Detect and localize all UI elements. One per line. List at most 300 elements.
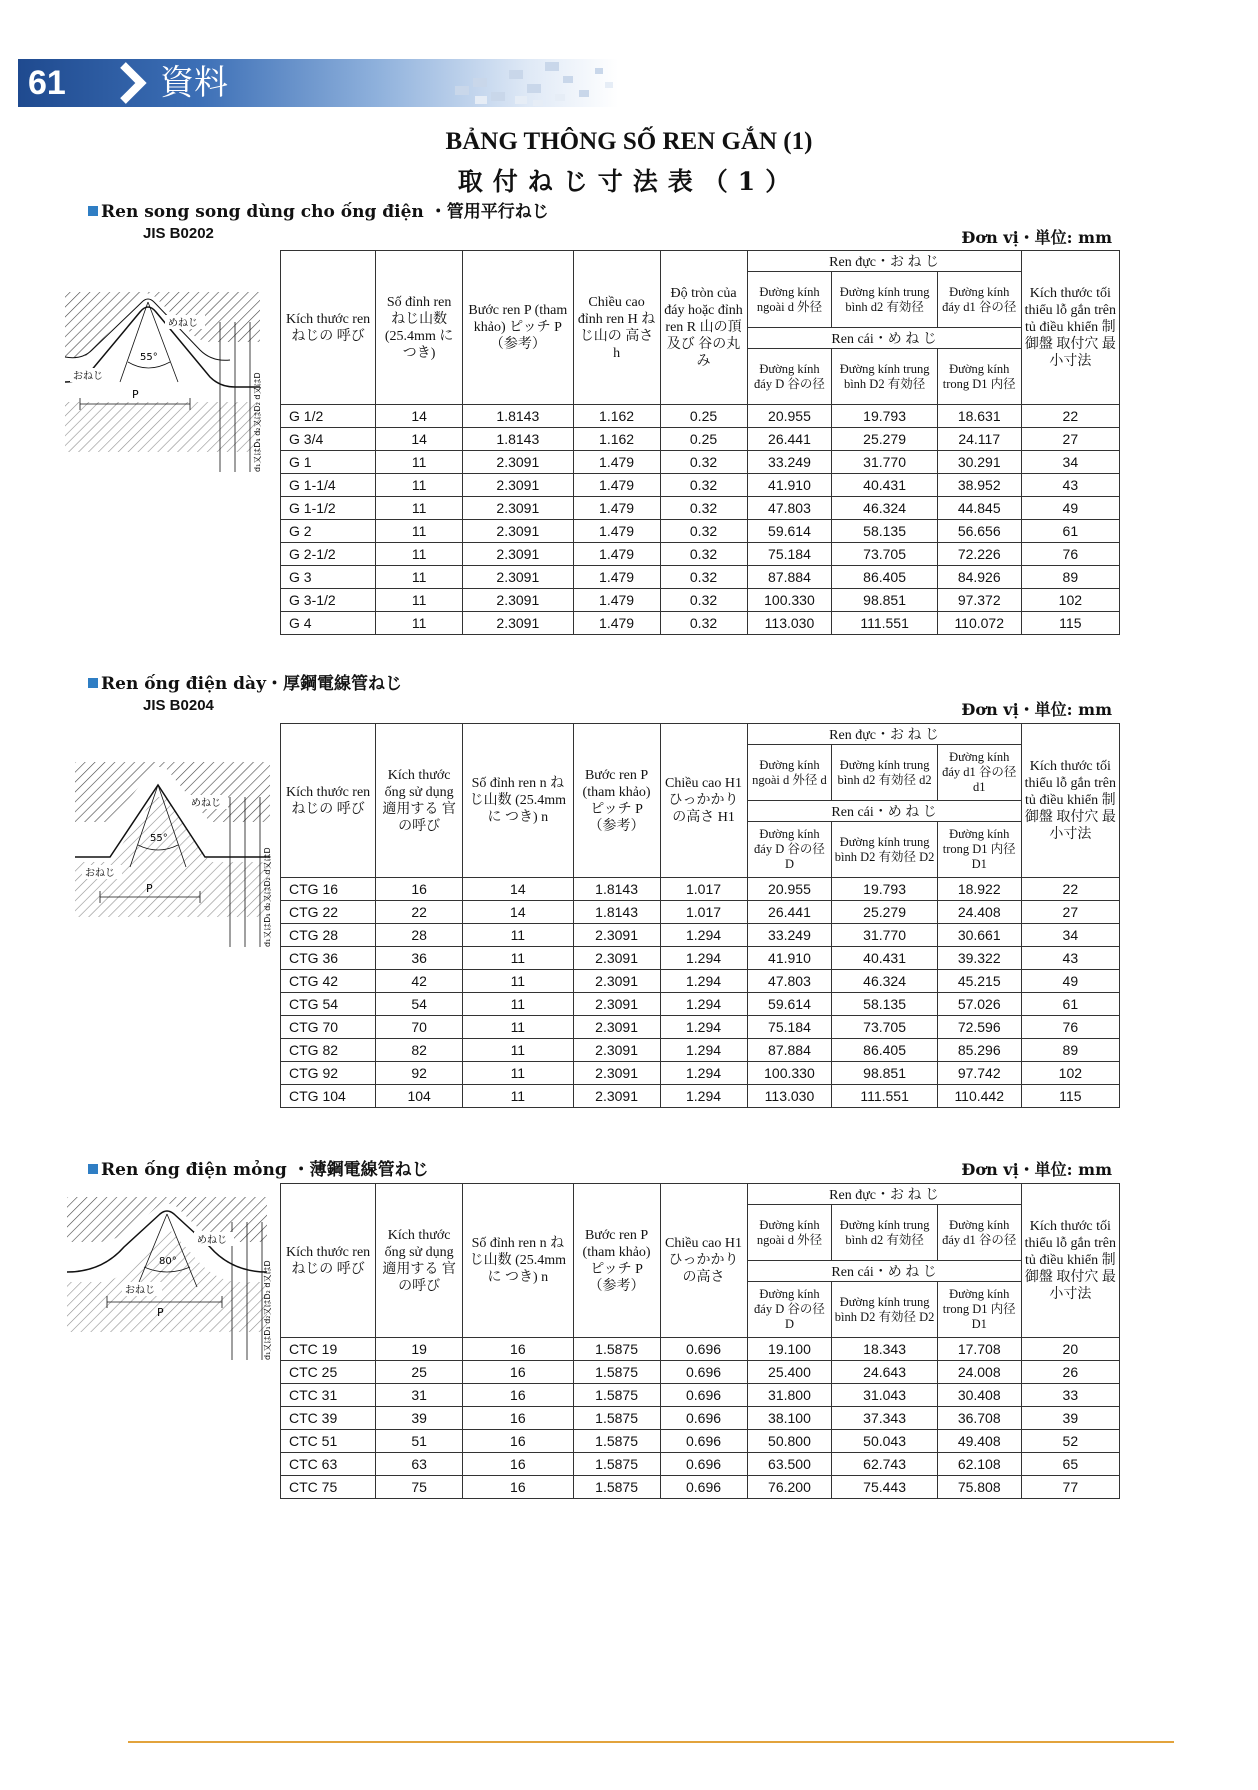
table-cell: 100.330 [747,589,832,612]
table-cell: 19 [376,1338,463,1361]
section-1-unit: Đơn vị・単位: mm [961,228,1112,247]
table-cell: 115 [1021,612,1119,635]
table-cell: 1.8143 [573,878,660,901]
table-cell: 76 [1021,543,1119,566]
table-row [281,405,1120,428]
header-f-root: Đường kính trong D1 内径 D1 [937,822,1021,878]
table-cell: 75.808 [937,1476,1021,1499]
table-cell: 16 [463,1407,574,1430]
table-cell: 2.3091 [463,589,574,612]
table-cell: 59.614 [747,520,832,543]
table-cell: 1.479 [573,520,660,543]
table-cell: 28 [376,924,463,947]
header-threads: Số đỉnh ren ねじ山数 (25.4mm につき) [376,251,463,405]
table-cell: 39 [1021,1407,1119,1430]
table-cell: 0.696 [660,1453,747,1476]
table-cell: 24.408 [937,901,1021,924]
table-cell: 2.3091 [573,1039,660,1062]
table-row [281,543,1120,566]
table-cell: 2.3091 [463,451,574,474]
table-cell: 50.800 [747,1430,832,1453]
table-cell: 24.008 [937,1361,1021,1384]
thread-profile-diagram-ctg [70,757,275,952]
table-cell: 111.551 [832,612,937,635]
header-male-group: Ren đực・お ね じ [747,251,1021,272]
thread-table-g [280,250,1120,635]
table-cell: G 1-1/4 [281,474,376,497]
header-f-root: Đường kính trong D1 内径 [937,349,1021,405]
table-cell: 11 [376,474,463,497]
table-cell: 2.3091 [463,497,574,520]
table-cell: 1.294 [660,1016,747,1039]
table-cell: 0.696 [660,1384,747,1407]
table-cell: 11 [463,993,574,1016]
table-row [281,1085,1120,1108]
table-row [281,1338,1120,1361]
table-cell: CTC 19 [281,1338,376,1361]
table-cell: 1.5875 [573,1430,660,1453]
table-cell: 27 [1021,428,1119,451]
table-cell: 19.793 [832,405,937,428]
table-cell: 11 [463,1062,574,1085]
header-min: Kích thước tối thiểu lỗ gắn trên tủ điều khiển 制御盤 取付穴 最小寸法 [1021,1184,1119,1338]
table-cell: 14 [376,428,463,451]
table-row [281,1430,1120,1453]
header-height: Chiều cao đỉnh ren H ねじ山の 高さ h [573,251,660,405]
table-cell: 0.696 [660,1430,747,1453]
table-cell: 2.3091 [573,993,660,1016]
table-cell: G 1 [281,451,376,474]
diagram-label-male: めねじ [197,1235,227,1246]
table-cell: 11 [463,1039,574,1062]
table-cell: 85.296 [937,1039,1021,1062]
table-cell: 11 [376,497,463,520]
table-cell: 14 [463,878,574,901]
table-cell: 31.043 [832,1384,937,1407]
header-female-group: Ren cái・め ね じ [747,1261,1021,1282]
table-cell: 33.249 [747,451,832,474]
header-mid: Đường kính trung bình d2 有効径 [832,272,937,328]
table-cell: 0.32 [660,474,747,497]
table-cell: 51 [376,1430,463,1453]
table-cell: 0.32 [660,566,747,589]
header-pitch: Bước ren P (tham khảo) ピッチ P （参考） [573,724,660,878]
table-cell: 87.884 [747,1039,832,1062]
table-cell: 34 [1021,451,1119,474]
table-cell: 16 [463,1430,574,1453]
header-f-outer: Đường kính đáy D 谷の径 [747,349,832,405]
table-cell: 1.294 [660,947,747,970]
header-min: Kích thước tối thiểu lỗ gắn trên tủ điều khiển 制御盤 取付穴 最小寸法 [1021,251,1119,405]
footer-divider [128,1741,1174,1743]
table-cell: 104 [376,1085,463,1108]
diagram-label-female: おねじ [73,371,103,382]
table-cell: 63.500 [747,1453,832,1476]
table-cell: 1.479 [573,451,660,474]
header-threads: Số đỉnh ren n ねじ山数 (25.4mmに つき) n [463,724,574,878]
table-cell: 110.072 [937,612,1021,635]
table-cell: 41.910 [747,947,832,970]
header-height: Chiều cao H1 ひっかかり の高さ [660,1184,747,1338]
table-cell: 72.226 [937,543,1021,566]
table-cell: 59.614 [747,993,832,1016]
table-cell: 115 [1021,1085,1119,1108]
table-cell: 86.405 [832,1039,937,1062]
table-cell: 2.3091 [573,1016,660,1039]
table-cell: 1.294 [660,993,747,1016]
table-cell: 52 [1021,1430,1119,1453]
table-cell: 14 [463,901,574,924]
table-cell: 31.770 [832,451,937,474]
table-row [281,1062,1120,1085]
section-3-unit: Đơn vị・単位: mm [961,1160,1112,1179]
table-cell: G 1/2 [281,405,376,428]
table-cell: 113.030 [747,612,832,635]
table-cell: 1.294 [660,1062,747,1085]
table-cell: 2.3091 [573,970,660,993]
table-cell: G 2-1/2 [281,543,376,566]
table-cell: 26.441 [747,428,832,451]
table-cell: 72.596 [937,1016,1021,1039]
diagram-label-female: おねじ [125,1285,155,1296]
table-cell: 0.25 [660,405,747,428]
table-cell: 2.3091 [463,474,574,497]
header-outer: Đường kính ngoài d 外径 d [747,745,832,801]
table-cell: 11 [376,520,463,543]
header-outer: Đường kính ngoài d 外径 [747,1205,832,1261]
table-cell: 46.324 [832,970,937,993]
table-cell: 58.135 [832,993,937,1016]
table-cell: 16 [376,878,463,901]
header-f-root: Đường kính trong D1 内径 D1 [937,1282,1021,1338]
table-cell: CTC 25 [281,1361,376,1384]
thread-table-ctg [280,723,1120,1108]
table-cell: 0.32 [660,612,747,635]
table-cell: 11 [376,543,463,566]
table-cell: 27 [1021,901,1119,924]
table-cell: 2.3091 [463,520,574,543]
header-f-mid: Đường kính trung bình D2 有効径 [832,349,937,405]
diagram-label-dims: d₁又はD₁ d₂又はD₂ d又はD [263,1260,272,1360]
table-cell: 84.926 [937,566,1021,589]
table-cell: 49.408 [937,1430,1021,1453]
table-cell: 1.8143 [463,405,574,428]
table-cell: CTC 63 [281,1453,376,1476]
table-row [281,474,1120,497]
table-cell: 39 [376,1407,463,1430]
table-cell: 0.696 [660,1338,747,1361]
table-cell: 54 [376,993,463,1016]
table-cell: 11 [376,612,463,635]
table-cell: 65 [1021,1453,1119,1476]
table-cell: 97.742 [937,1062,1021,1085]
table-cell: G 3/4 [281,428,376,451]
table-cell: 1.162 [573,428,660,451]
page-number: 61 [28,64,66,102]
thread-profile-diagram [60,282,265,477]
header-f-outer: Đường kính đáy D 谷の径 D [747,1282,832,1338]
table-cell: 0.25 [660,428,747,451]
table-cell: 1.017 [660,878,747,901]
table-cell: 70 [376,1016,463,1039]
table-cell: 97.372 [937,589,1021,612]
table-cell: 1.5875 [573,1361,660,1384]
table-cell: 61 [1021,993,1119,1016]
header-threads: Số đỉnh ren n ねじ山数 (25.4mmに つき) n [463,1184,574,1338]
header-pitch: Bước ren P (tham khảo) ピッチ P （参考） [573,1184,660,1338]
table-cell: 50.043 [832,1430,937,1453]
table-cell: CTG 16 [281,878,376,901]
diagram-label-pitch: P [132,388,139,401]
table-row [281,1361,1120,1384]
section-2-title: Ren ống điện dày・厚鋼電線管ねじ [88,669,402,694]
table-cell: 38.952 [937,474,1021,497]
table-cell: 1.479 [573,612,660,635]
table-cell: 2.3091 [573,947,660,970]
header-root: Đường kính đáy d1 谷の径 [937,1205,1021,1261]
table-cell: 38.100 [747,1407,832,1430]
table-row [281,924,1120,947]
table-cell: 49 [1021,497,1119,520]
table-cell: 22 [1021,405,1119,428]
table-cell: 40.431 [832,947,937,970]
chevron-right-icon [117,61,161,105]
table-row [281,497,1120,520]
table-cell: 20.955 [747,405,832,428]
table-row [281,1016,1120,1039]
table-cell: 22 [376,901,463,924]
table-cell: 16 [463,1384,574,1407]
table-cell: 73.705 [832,543,937,566]
table-cell: 58.135 [832,520,937,543]
table-cell: 1.5875 [573,1407,660,1430]
table-cell: 0.32 [660,451,747,474]
table-cell: CTG 104 [281,1085,376,1108]
table-cell: 77 [1021,1476,1119,1499]
section-3-title: Ren ống điện mỏng ・薄鋼電線管ねじ [88,1155,429,1180]
header-male-group: Ren đực・お ね じ [747,1184,1021,1205]
table-cell: 2.3091 [463,566,574,589]
table-cell: 11 [463,970,574,993]
table-cell: 0.32 [660,589,747,612]
table-cell: 18.343 [832,1338,937,1361]
table-cell: CTG 54 [281,993,376,1016]
table-cell: 0.696 [660,1476,747,1499]
header-root: Đường kính đáy d1 谷の径 d1 [937,745,1021,801]
table-cell: 34 [1021,924,1119,947]
table-cell: 1.479 [573,566,660,589]
table-cell: 73.705 [832,1016,937,1039]
table-row [281,1453,1120,1476]
table-cell: 43 [1021,947,1119,970]
header-f-outer: Đường kính đáy D 谷の径 D [747,822,832,878]
table-cell: 25 [376,1361,463,1384]
table-cell: 1.8143 [463,428,574,451]
table-cell: 113.030 [747,1085,832,1108]
table-cell: 0.32 [660,497,747,520]
table-cell: 61 [1021,520,1119,543]
table-cell: G 4 [281,612,376,635]
header-male-group: Ren đực・お ね じ [747,724,1021,745]
header-f-mid: Đường kính trung bình D2 有効径 D2 [832,822,937,878]
table-cell: 110.442 [937,1085,1021,1108]
table-cell: 75.443 [832,1476,937,1499]
table-cell: 24.117 [937,428,1021,451]
diagram-label-angle: 80° [159,1256,177,1267]
table-cell: 20.955 [747,878,832,901]
table-cell: 24.643 [832,1361,937,1384]
table-cell: 25.279 [832,901,937,924]
header-radius: Độ tròn của đáy hoặc đỉnh ren R 山の頂及び 谷の丸み [660,251,747,405]
table-cell: 25.279 [832,428,937,451]
bullet-square-icon [88,206,98,216]
table-cell: 11 [463,1016,574,1039]
table-cell: 16 [463,1453,574,1476]
table-cell: 1.5875 [573,1453,660,1476]
table-row [281,901,1120,924]
table-cell: 1.8143 [573,901,660,924]
table-cell: 87.884 [747,566,832,589]
table-cell: 16 [463,1338,574,1361]
thread-table-ctc [280,1183,1120,1499]
table-cell: 30.291 [937,451,1021,474]
header-size: Kích thước ren ねじの 呼び [281,724,376,878]
table-cell: 33.249 [747,924,832,947]
table-cell: 2.3091 [573,1085,660,1108]
table-cell: 31 [376,1384,463,1407]
table-cell: 31.800 [747,1384,832,1407]
table-row [281,1476,1120,1499]
table-cell: 46.324 [832,497,937,520]
table-cell: 49 [1021,970,1119,993]
table-cell: 98.851 [832,1062,937,1085]
table-cell: 18.631 [937,405,1021,428]
table-row [281,947,1120,970]
table-cell: CTG 22 [281,901,376,924]
table-cell: 0.696 [660,1361,747,1384]
diagram-label-angle: 55° [150,833,168,844]
table-cell: 11 [376,589,463,612]
table-cell: CTG 92 [281,1062,376,1085]
table-cell: 33 [1021,1384,1119,1407]
table-cell: CTC 39 [281,1407,376,1430]
diagram-label-dims: d₁又はD₁ d₂又はD₂ d又はD [253,372,262,472]
table-cell: CTC 51 [281,1430,376,1453]
table-cell: 2.3091 [463,543,574,566]
table-cell: 36 [376,947,463,970]
header-mid: Đường kính trung bình d2 有効径 d2 [832,745,937,801]
table-cell: 102 [1021,1062,1119,1085]
table-cell: 40.431 [832,474,937,497]
table-cell: 89 [1021,566,1119,589]
header-mid: Đường kính trung bình d2 有効径 [832,1205,937,1261]
table-cell: 43 [1021,474,1119,497]
page-title-jp: 取付ねじ寸法表（1） [457,167,801,196]
table-cell: 0.32 [660,543,747,566]
header-size: Kích thước ren ねじの 呼び [281,1184,376,1338]
table-cell: CTG 42 [281,970,376,993]
table-cell: 11 [376,451,463,474]
table-cell: 100.330 [747,1062,832,1085]
table-cell: 1.479 [573,474,660,497]
table-cell: 111.551 [832,1085,937,1108]
table-cell: 37.343 [832,1407,937,1430]
table-cell: 17.708 [937,1338,1021,1361]
diagram-label-pitch: P [146,882,153,895]
bullet-square-icon [88,678,98,688]
table-cell: 22 [1021,878,1119,901]
table-cell: 18.922 [937,878,1021,901]
section-2-unit: Đơn vị・単位: mm [961,700,1112,719]
table-cell: 1.294 [660,1085,747,1108]
table-cell: 1.162 [573,405,660,428]
diagram-label-male: めねじ [168,318,198,329]
bullet-square-icon [88,1164,98,1174]
table-cell: 62.108 [937,1453,1021,1476]
table-cell: 1.5875 [573,1384,660,1407]
table-cell: 57.026 [937,993,1021,1016]
table-cell: 1.017 [660,901,747,924]
table-row [281,878,1120,901]
table-row [281,589,1120,612]
table-cell: 11 [463,1085,574,1108]
table-cell: 45.215 [937,970,1021,993]
table-cell: 2.3091 [463,612,574,635]
table-cell: 1.5875 [573,1476,660,1499]
table-cell: G 1-1/2 [281,497,376,520]
table-cell: 75 [376,1476,463,1499]
header-female-group: Ren cái・め ね じ [747,801,1021,822]
table-cell: 11 [463,947,574,970]
diagram-label-angle: 55° [140,352,158,363]
pixel-pattern-decoration [455,56,625,108]
thread-profile-diagram-ctc [62,1192,272,1362]
section-label: 資料 [160,63,228,103]
table-cell: G 3 [281,566,376,589]
table-cell: 1.479 [573,497,660,520]
table-row [281,970,1120,993]
table-cell: 31.770 [832,924,937,947]
table-cell: 1.479 [573,543,660,566]
table-cell: 42 [376,970,463,993]
table-cell: 1.5875 [573,1338,660,1361]
table-cell: 82 [376,1039,463,1062]
table-row [281,1039,1120,1062]
table-cell: 0.696 [660,1407,747,1430]
header-female-group: Ren cái・め ね じ [747,328,1021,349]
table-cell: 0.32 [660,520,747,543]
table-cell: CTG 28 [281,924,376,947]
table-cell: G 3-1/2 [281,589,376,612]
table-row [281,428,1120,451]
table-cell: 19.100 [747,1338,832,1361]
table-cell: 2.3091 [573,924,660,947]
table-cell: 102 [1021,589,1119,612]
table-cell: 76 [1021,1016,1119,1039]
table-cell: CTG 82 [281,1039,376,1062]
header-pitch: Bước ren P (tham khảo) ピッチ P （参考） [463,251,574,405]
section-1-standard: JIS B0202 [143,225,214,242]
header-outer: Đường kính ngoài d 外径 [747,272,832,328]
table-cell: 11 [463,924,574,947]
diagram-label-pitch: P [157,1306,164,1319]
table-cell: G 2 [281,520,376,543]
table-cell: 75.184 [747,543,832,566]
header-min: Kích thước tối thiểu lỗ gắn trên tủ điều khiển 制御盤 取付穴 最小寸法 [1021,724,1119,878]
table-row [281,566,1120,589]
table-cell: 19.793 [832,878,937,901]
table-cell: 44.845 [937,497,1021,520]
